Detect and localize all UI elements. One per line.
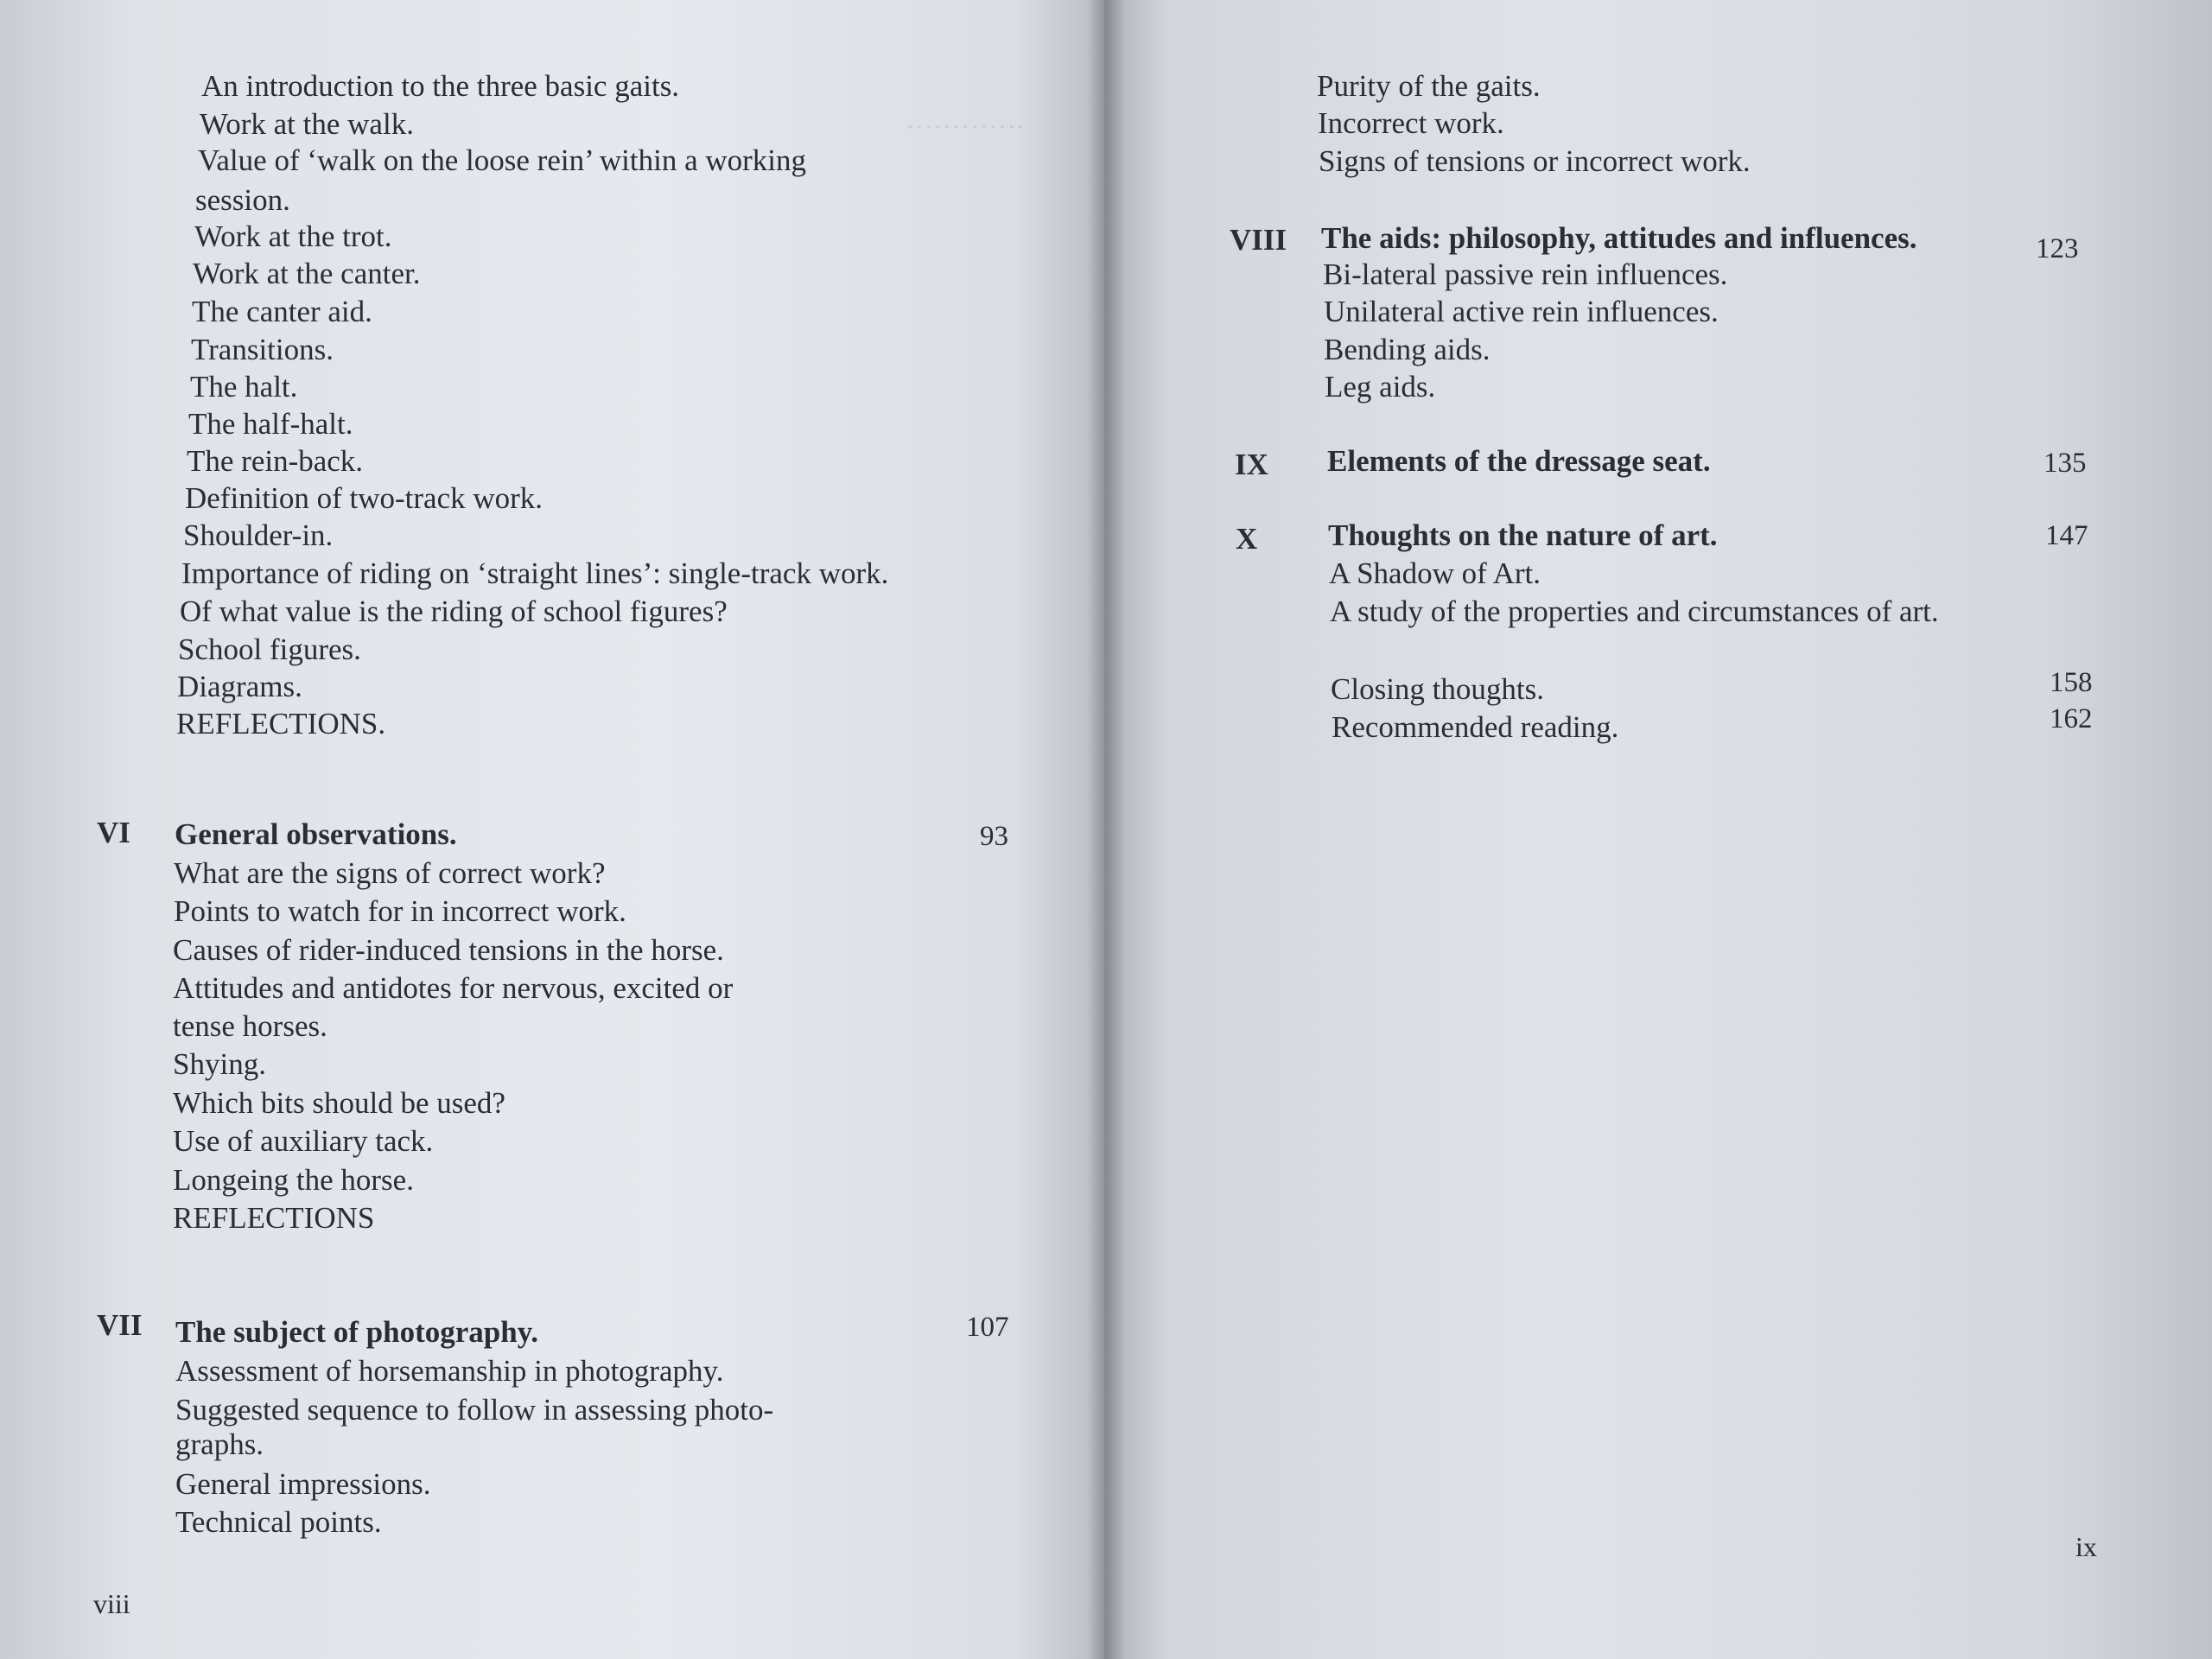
- book-gutter: [1087, 0, 1125, 1659]
- show-through-text: ·············: [906, 111, 1026, 142]
- chapter-title: The subject of photography.: [175, 1315, 539, 1349]
- toc-entry: Causes of rider-induced tensions in the horse.: [173, 933, 724, 967]
- page-number: 162: [2050, 703, 2093, 734]
- toc-entry: tense horses.: [173, 1009, 327, 1043]
- toc-entry: Leg aids.: [1325, 370, 1436, 404]
- page-number: 107: [966, 1312, 1009, 1343]
- toc-entry: REFLECTIONS.: [176, 707, 386, 741]
- folio: viii: [93, 1588, 130, 1619]
- toc-entry: General impressions.: [175, 1467, 431, 1501]
- toc-entry: What are the signs of correct work?: [174, 856, 606, 890]
- page-number: 123: [2036, 233, 2079, 264]
- toc-entry: Suggested sequence to follow in assessing photo-: [175, 1393, 774, 1427]
- toc-entry: session.: [195, 183, 290, 217]
- toc-entry: Shoulder-in.: [183, 518, 334, 552]
- toc-entry: Signs of tensions or incorrect work.: [1319, 144, 1751, 178]
- toc-entry: Bi-lateral passive rein influences.: [1323, 257, 1728, 291]
- toc-entry: Work at the walk.: [200, 107, 414, 141]
- chapter-title: Thoughts on the nature of art.: [1328, 518, 1718, 552]
- toc-entry: Purity of the gaits.: [1317, 69, 1541, 103]
- toc-entry: Value of ‘walk on the loose rein’ within a working: [198, 143, 807, 177]
- folio: ix: [2075, 1531, 2097, 1562]
- toc-entry: Of what value is the riding of school figures?: [180, 594, 728, 628]
- chapter-numeral: VII: [97, 1308, 143, 1342]
- page-number: 93: [980, 821, 1008, 852]
- chapter-title: Elements of the dressage seat.: [1327, 444, 1711, 478]
- toc-entry: Which bits should be used?: [173, 1086, 505, 1120]
- page-number: 158: [2050, 667, 2093, 698]
- toc-entry: Assessment of horsemanship in photography.: [175, 1354, 724, 1388]
- chapter-numeral: X: [1236, 522, 1258, 556]
- toc-entry: School figures.: [178, 632, 361, 666]
- page-number: 147: [2045, 520, 2088, 551]
- toc-entry: The canter aid.: [192, 295, 372, 328]
- chapter-numeral: VI: [97, 816, 130, 849]
- toc-entry: Technical points.: [175, 1505, 382, 1539]
- toc-entry: Importance of riding on ‘straight lines’: single-track work.: [181, 556, 889, 590]
- toc-entry: The halt.: [190, 370, 298, 404]
- chapter-title: General observations.: [175, 817, 457, 851]
- toc-entry: Work at the trot.: [194, 219, 392, 253]
- toc-entry: REFLECTIONS: [173, 1201, 375, 1235]
- toc-entry: Definition of two-track work.: [185, 481, 543, 515]
- toc-entry: An introduction to the three basic gaits.: [201, 69, 680, 103]
- toc-entry: A study of the properties and circumstances of art.: [1330, 594, 1939, 628]
- page-number: 135: [2044, 448, 2087, 479]
- chapter-numeral: VIII: [1230, 223, 1287, 257]
- toc-entry: Diagrams.: [177, 670, 302, 703]
- toc-entry: Transitions.: [191, 333, 334, 366]
- toc-entry: Incorrect work.: [1318, 106, 1504, 140]
- toc-entry: The rein-back.: [187, 444, 364, 478]
- chapter-numeral: IX: [1235, 448, 1268, 481]
- toc-entry: Unilateral active rein influences.: [1324, 295, 1719, 328]
- toc-entry: Use of auxiliary tack.: [173, 1124, 434, 1158]
- toc-entry: Attitudes and antidotes for nervous, excited or: [173, 971, 734, 1005]
- toc-entry: graphs.: [175, 1427, 264, 1461]
- toc-entry: Closing thoughts.: [1331, 672, 1544, 706]
- toc-entry: Points to watch for in incorrect work.: [174, 894, 626, 928]
- toc-entry: Work at the canter.: [193, 257, 421, 290]
- chapter-title: The aids: philosophy, attitudes and influences.: [1321, 221, 1917, 255]
- toc-entry: A Shadow of Art.: [1329, 556, 1541, 590]
- toc-entry: Recommended reading.: [1332, 710, 1619, 744]
- toc-entry: Bending aids.: [1324, 333, 1491, 366]
- toc-entry: Longeing the horse.: [173, 1163, 414, 1197]
- right-page: [1104, 0, 2212, 1659]
- left-page: [0, 0, 1104, 1659]
- toc-entry: Shying.: [173, 1047, 266, 1081]
- toc-entry: The half-halt.: [188, 407, 353, 441]
